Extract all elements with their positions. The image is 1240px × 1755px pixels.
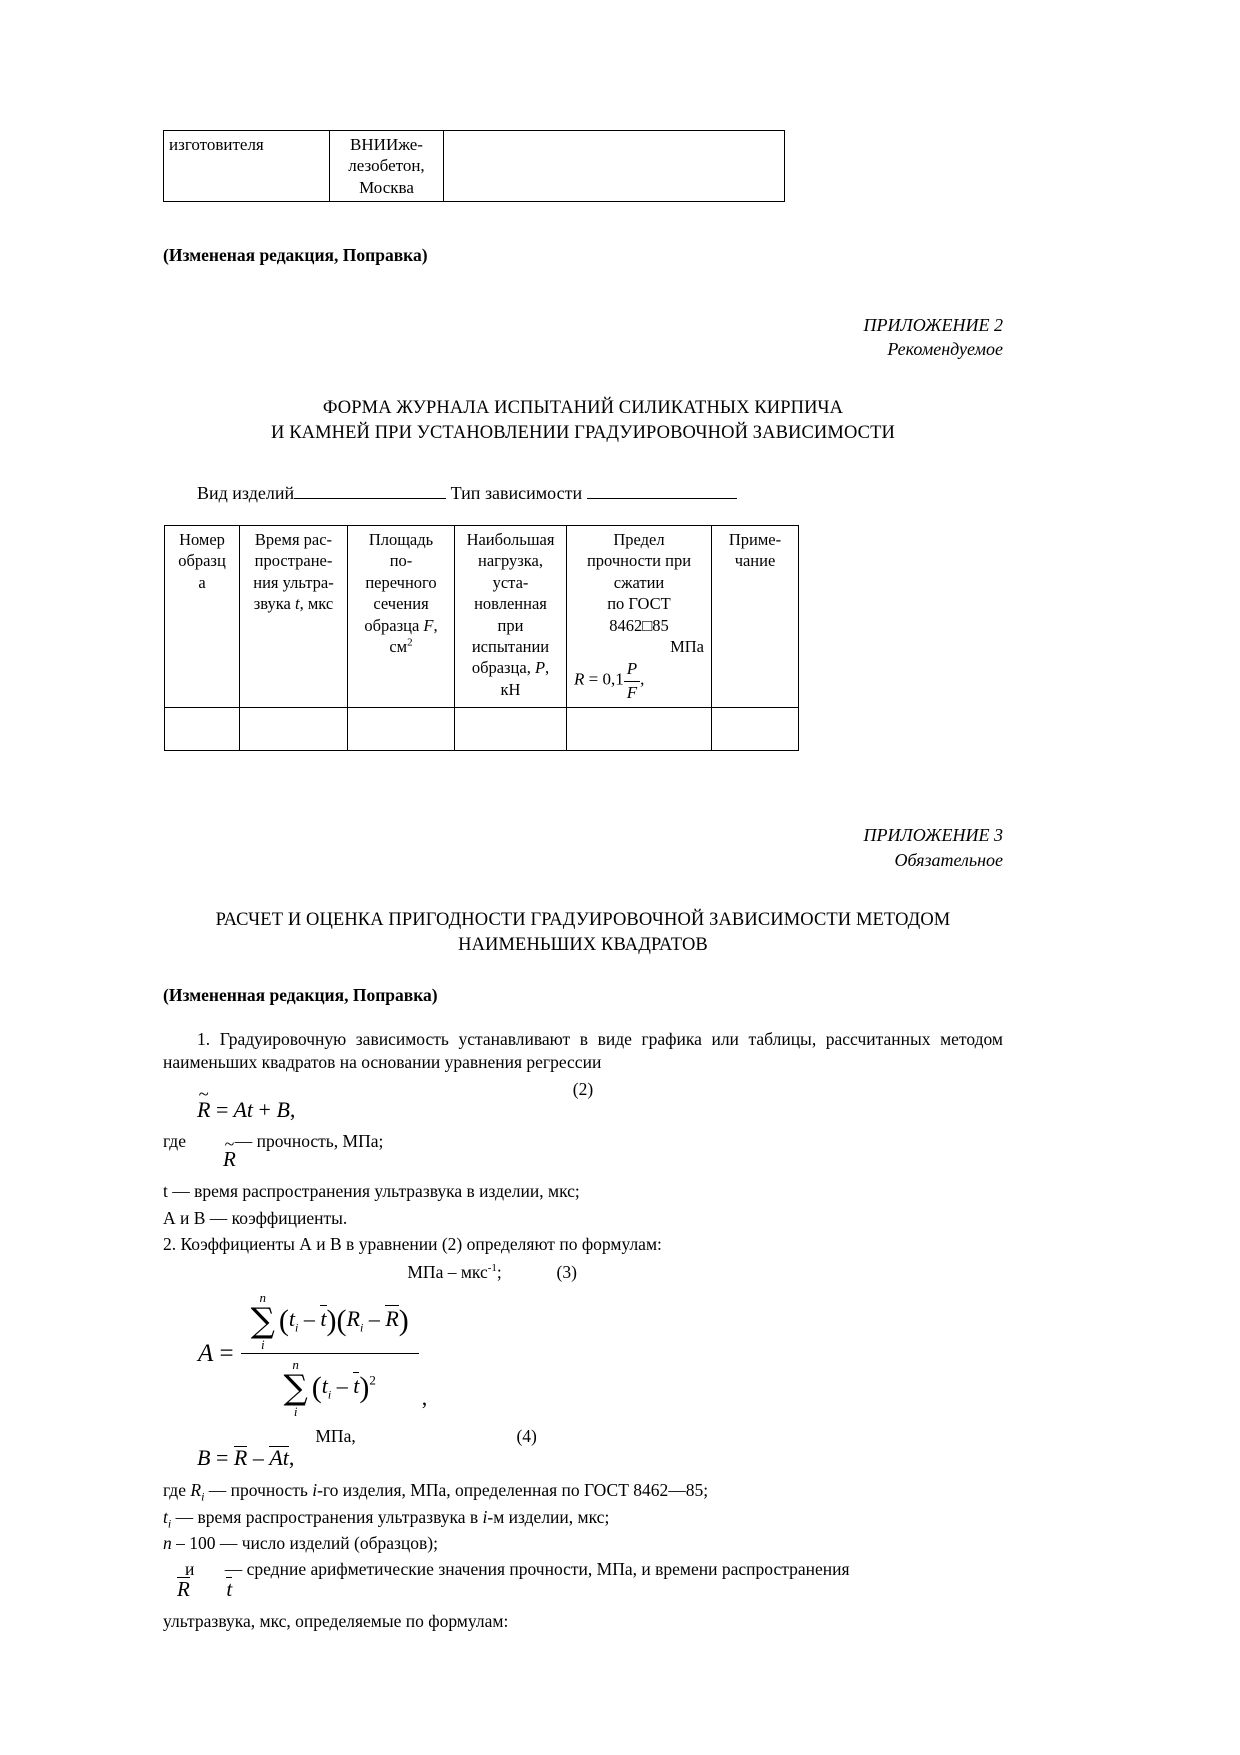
symbol-At-bar: At	[269, 1445, 289, 1471]
where-label: где	[163, 1130, 186, 1151]
amendment-note-2: (Измененная редакция, Поправка)	[163, 984, 438, 1005]
cell-sample-number[interactable]	[165, 707, 240, 750]
header-ultrasound-time: Время рас- простране- ния ультра- звука t, мкс	[240, 525, 348, 707]
equation-4-number: (4)	[516, 1425, 537, 1446]
cell-ultrasound-time[interactable]	[240, 707, 348, 750]
definition-t: t — время распространения ультразвука в изделии, мкс;	[163, 1181, 580, 1202]
equation-2: ~ R = At + B,	[197, 1098, 1003, 1122]
paragraph-2: 2. Коэффициенты А и В в уравнении (2) определяют по формулам:	[163, 1233, 662, 1254]
means-mid: и	[185, 1559, 195, 1580]
strength-unit: МПа	[670, 637, 704, 657]
table-header-row	[165, 525, 799, 707]
formula-fraction-P-over-F	[624, 658, 640, 703]
definition-Ri: где $R_i$ — прочность i-го изделия, МПа, определенная по ГОСТ 8462—85;	[163, 1480, 709, 1504]
symbol-R-bar-mean: R	[177, 1576, 190, 1601]
equation-3-formula	[197, 1290, 1003, 1419]
appendix-3-header	[163, 823, 1003, 873]
summation-numerator: n ∑ i	[250, 1289, 275, 1352]
symbol-R-bar: R	[385, 1305, 399, 1331]
table-row	[165, 707, 799, 750]
area-unit-exponent: 2	[407, 636, 413, 649]
appendix-3-title-line1: РАСЧЕТ И ОЦЕНКА ПРИГОДНОСТИ ГРАДУИРОВОЧНОЙ ЗАВИСИМОСТИ МЕТОДОМ	[215, 910, 951, 931]
manufacturer-cell: изготовителя	[164, 131, 330, 202]
appendix-3-status: Обязательное	[894, 849, 1003, 870]
cell-compressive-strength[interactable]	[567, 707, 712, 750]
strength-line5: 8462□85	[609, 615, 669, 635]
equation-3-comma: ,	[421, 1384, 428, 1410]
appendix-2-title-line1: ФОРМА ЖУРНАЛА ИСПЫТАНИЙ СИЛИКАТНЫХ КИРПИЧА	[322, 398, 844, 419]
definition-AB: А и В — коэффициенты.	[163, 1207, 348, 1228]
symbol-t-bar-mean: t	[226, 1576, 233, 1601]
appendix-2-status: Рекомендуемое	[887, 339, 1003, 360]
symbol-R-bar-eq4: R	[233, 1445, 248, 1471]
means-tail: — средние арифметические значения прочности, МПа, и времени распространения	[224, 1559, 850, 1580]
equation-3-units-row	[163, 1261, 1003, 1283]
cell-max-load[interactable]	[455, 707, 567, 750]
empty-cell	[444, 131, 785, 202]
equation-4: B = R – At,	[197, 1445, 295, 1471]
page-content	[163, 130, 1003, 1632]
appendix-2-label: ПРИЛОЖЕНИЕ 2	[863, 314, 1003, 335]
equation-3-lhs: A =	[198, 1340, 234, 1368]
units-exponent: -1	[487, 1262, 497, 1275]
symbol-R-tilde: ~ R	[197, 1098, 210, 1122]
appendix-2-header	[163, 313, 1003, 363]
organization-cell: ВНИИже- лезобетон, Москва	[330, 131, 444, 202]
appendix-3-label: ПРИЛОЖЕНИЕ 3	[863, 824, 1003, 845]
where-definition-1: — прочность, МПа;	[234, 1130, 384, 1151]
form-fields-row	[197, 482, 1003, 505]
equation-3-denominator	[241, 1354, 419, 1418]
field-tip-zavisimosti-label: Тип зависимости	[450, 482, 583, 503]
header-compressive-strength	[567, 525, 712, 707]
test-journal-table	[164, 525, 799, 751]
equation-3-units: МПа – мкс	[407, 1262, 488, 1283]
strength-line4: по ГОСТ	[607, 594, 671, 614]
definition-ti: $t_i$ — время распространения ультразвука в i-м изделии, мкс;	[163, 1506, 610, 1531]
numerator-terms: $(t_i - t)(R_i - R)$	[278, 1303, 409, 1337]
continuation-table	[163, 130, 785, 202]
units-tail: ;	[496, 1262, 502, 1283]
strength-line1: Предел	[613, 529, 665, 549]
appendix-2-title	[163, 396, 1003, 446]
equation-3-fraction	[240, 1290, 420, 1419]
strength-formula: R = 0,1 $\frac{P}{F}$ ,	[570, 658, 708, 703]
field-vid-izdeliy-input[interactable]	[294, 498, 446, 499]
equation-3-numerator	[241, 1291, 419, 1354]
header-sample-number: Номер образц а	[165, 525, 240, 707]
table-row	[164, 131, 785, 202]
strength-line3: сжатии	[613, 572, 665, 592]
equation-3-layout	[197, 1290, 428, 1419]
appendix-3-title	[163, 908, 1003, 958]
cell-remark[interactable]	[712, 707, 799, 750]
denominator-terms: $(t_i - t)^2$	[311, 1370, 376, 1404]
header-remark: Приме- чание	[712, 525, 799, 707]
definition-n: n – 100 — число изделий (образцов);	[163, 1533, 438, 1554]
fraction-denominator: F	[626, 682, 638, 702]
header-cross-section-area: Площадь по- перечного сечения образца F, $см^2$	[348, 525, 455, 707]
strength-line2: прочности при	[586, 551, 692, 571]
field-tip-zavisimosti-input[interactable]	[587, 498, 737, 499]
symbol-R-tilde-standalone: ~ R	[223, 1148, 1003, 1171]
field-vid-izdeliy-label: Вид изделий	[197, 482, 295, 503]
equation-4-units-row	[163, 1425, 1003, 1447]
equation-4-units: МПа,	[315, 1425, 356, 1446]
summation-denominator: n ∑ i	[283, 1356, 308, 1419]
symbol-t-bar: t	[320, 1305, 327, 1331]
fraction-numerator: P	[624, 658, 640, 681]
equation-2-number: (2)	[572, 1079, 594, 1100]
appendix-2-title-line2: И КАМНЕЙ ПРИ УСТАНОВЛЕНИИ ГРАДУИРОВОЧНОЙ ЗАВИСИМОСТИ	[271, 423, 895, 444]
paragraph-1: 1. Градуировочную зависимость устанавливают в виде графика или таблицы, рассчитанных методом наименьших квадратов на основании уравнения регрессии	[163, 1029, 1003, 1072]
header-max-load: Наибольшая нагрузка, уста- новленная при испытании образца, P, кН	[455, 525, 567, 707]
amendment-note-1: (Измененая редакция, Поправка)	[163, 245, 428, 266]
appendix-3-title-line2: НАИМЕНЬШИХ КВАДРАТОВ	[458, 935, 708, 956]
cell-cross-section-area[interactable]	[348, 707, 455, 750]
paragraph-last: ультразвука, мкс, определяемые по формулам:	[163, 1610, 509, 1631]
equation-3-number: (3)	[556, 1262, 577, 1283]
